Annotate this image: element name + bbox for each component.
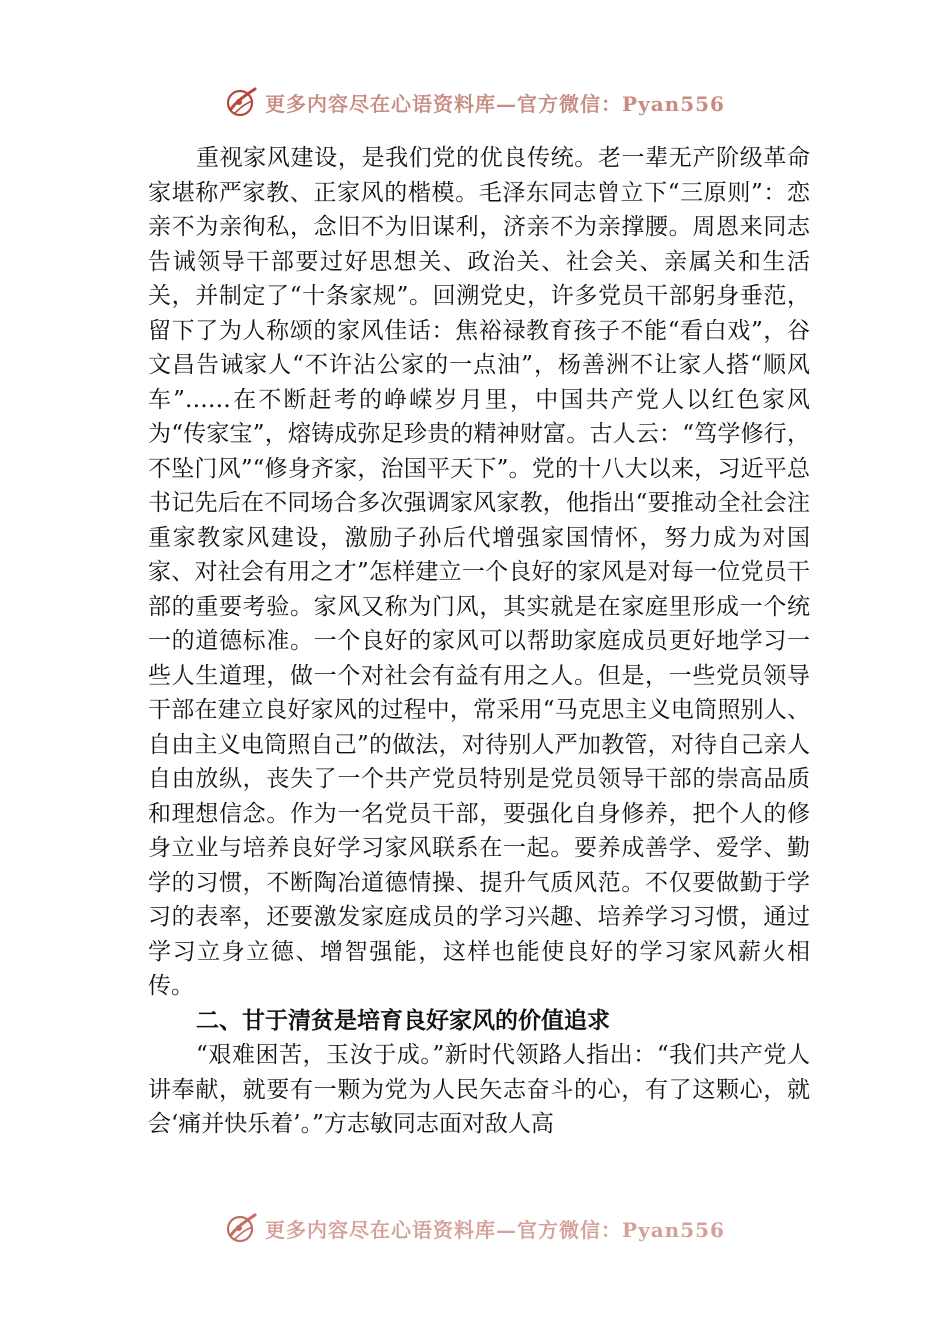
watermark-text: 更多内容尽在心语资料库—官方微信：Pyan556 [265,1217,725,1242]
brush-logo-icon [225,1211,259,1245]
section-heading: 二、甘于清贫是培育良好家风的价值追求 [196,1007,610,1034]
brush-logo-icon [225,85,259,119]
watermark-header [0,82,950,122]
document-body [148,141,810,1142]
body-paragraph: “艰难困苦，玉汝于成。”新时代领路人指出：“我们共产党人讲奉献，就要有一颗为党为人民矢志奋斗的心，有了这颗心，就会‘痛并快乐着’。”方志敏同志面对敌人高 [148,1042,810,1137]
watermark-text: 更多内容尽在心语资料库—官方微信：Pyan556 [265,91,725,116]
body-paragraph: 重视家风建设，是我们党的优良传统。老一辈无产阶级革命家堪称严家教、正家风的楷模。毛泽东同志曾立下“三原则”：恋亲不为亲徇私，念旧不为旧谋利，济亲不为亲撑腰。周恩来同志告诫领导干部要过好思想关、政治关、社会关、亲属关和生活关，并制定了“十条家规”。回溯党史，许多党员干部躬身垂范，留下了为人称颂的家风佳话：焦裕禄教育孩子不能“看白戏”，谷文昌告诫家人“不许沾公家的一点油”，杨善洲不让家人搭“顺风车”……在不断赶考的峥嵘岁月里，中国共产党人以红色家风为“传家宝”，熔铸成弥足珍贵的精神财富。古人云：“笃学修行，不坠门风”“修身齐家，治国平天下”。党的十八大以来，习近平总书记先后在不同场合多次强调家风家教，他指出“要推动全社会注重家教家风建设，激励子孙后代增强家国情怀，努力成为对国家、对社会有用之才”怎样建立一个良好的家风是对每一位党员干部的重要考验。家风又称为门风，其实就是在家庭里形成一个统一的道德标准。一个良好的家风可以帮助家庭成员更好地学习一些人生道理，做一个对社会有益有用之人。但是，一些党员领导干部在建立良好家风的过程中，常采用“马克思主义电筒照别人、自由主义电筒照自己”的做法，对待别人严加教管，对待自己亲人自由放纵，丧失了一个共产党员特别是党员领导干部的崇高品质和理想信念。作为一名党员干部，要强化自身修养，把个人的修身立业与培养良好学习家风联系在一起。要养成善学、爱学、勤学的习惯，不断陶冶道德情操、提升气质风范。不仅要做勤于学习的表率，还要激发家庭成员的学习兴趣、培养学习习惯，通过学习立身立德、增智强能，这样也能使良好的学习家风薪火相传。 [148,145,810,999]
watermark-footer [0,1208,950,1248]
